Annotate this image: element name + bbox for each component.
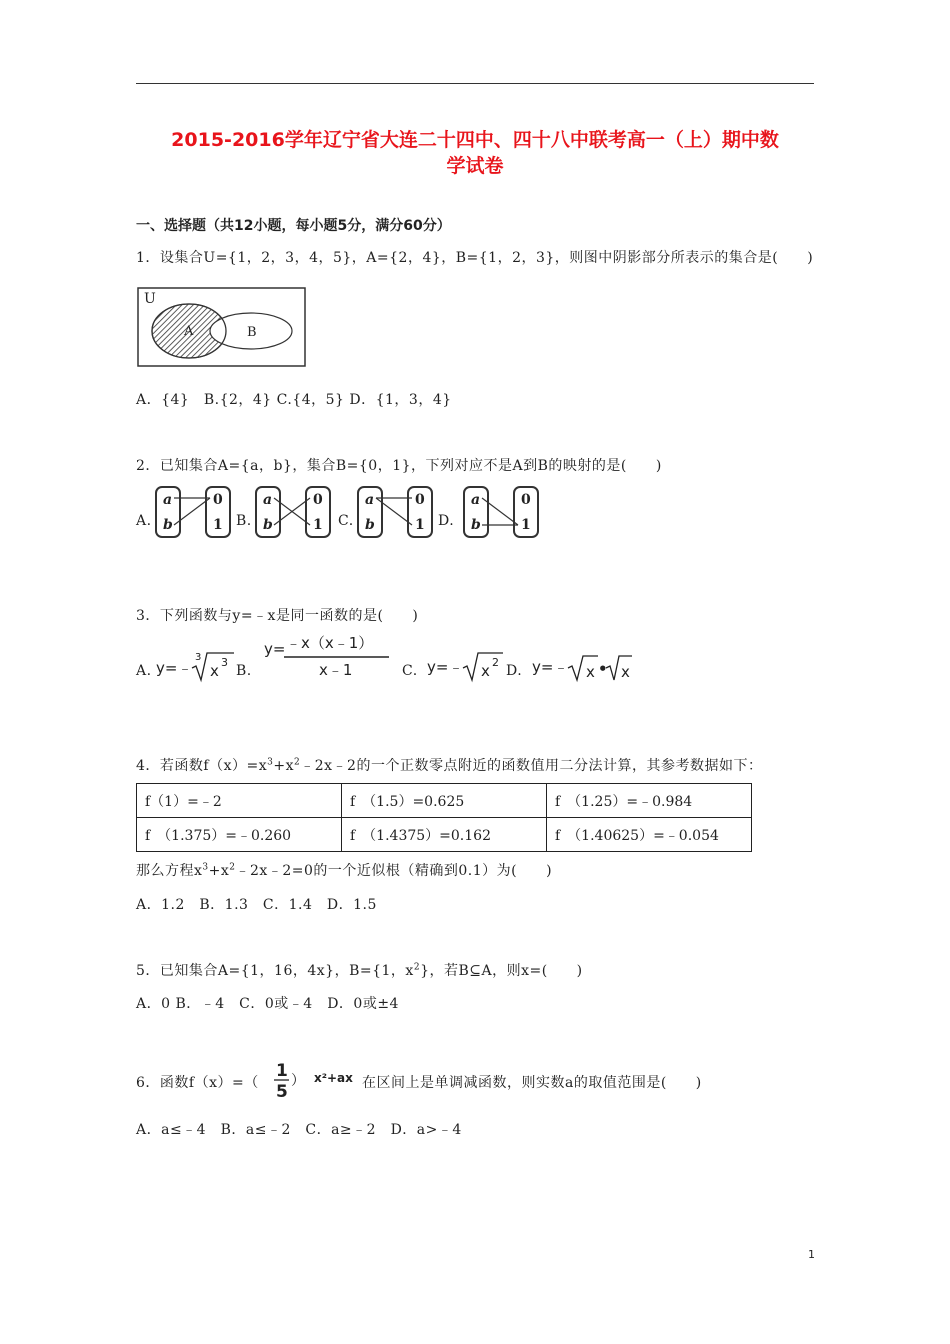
svg-text:0: 0 <box>213 492 223 508</box>
svg-text:0: 0 <box>313 492 323 508</box>
q3-option-b-label: B. <box>236 663 252 679</box>
svg-text:a: a <box>263 492 273 508</box>
universe-label: U <box>144 291 156 307</box>
svg-text:）: ） <box>291 1073 305 1089</box>
question-6-stem-suffix: 在区间上是单调减函数，则实数a的取值范围是( ) <box>362 1075 702 1091</box>
question-4-options: A．1.2 B．1.3 C．1.4 D．1.5 <box>136 897 377 913</box>
svg-text:1: 1 <box>276 1061 288 1081</box>
q2-option-d-label: D. <box>438 513 455 529</box>
q2-option-a-label: A. <box>136 513 152 529</box>
svg-text:﹣x（x﹣1）: ﹣x（x﹣1） <box>286 634 374 652</box>
q6-base-fraction <box>272 1055 364 1101</box>
svg-text:x: x <box>210 662 219 680</box>
table-cell: f （1.25）=﹣0.984 <box>547 784 752 818</box>
set-b-label: B <box>247 325 257 340</box>
svg-text:x﹣1: x﹣1 <box>319 661 353 679</box>
svg-text:1: 1 <box>521 517 531 533</box>
q3-option-c-label: C. <box>402 663 418 679</box>
mapping-diagram-c <box>356 485 438 540</box>
mapping-diagram-b <box>254 485 336 540</box>
svg-text:1: 1 <box>415 517 425 533</box>
svg-text:x: x <box>481 662 490 680</box>
mapping-diagram-a <box>154 485 236 540</box>
table-row <box>137 818 752 852</box>
table-cell: f （1.375）=﹣0.260 <box>137 818 342 852</box>
set-a-label: A <box>184 324 194 339</box>
svg-text:a: a <box>471 492 481 508</box>
q3-option-a-label: A. <box>136 663 152 679</box>
svg-text:a: a <box>365 492 375 508</box>
svg-text:3: 3 <box>195 652 202 663</box>
question-6-options: A．a≤﹣4 B．a≤﹣2 C．a≥﹣2 D．a>﹣4 <box>136 1122 462 1138</box>
svg-text:y=: y= <box>264 640 286 658</box>
q3-option-c-formula <box>425 648 505 684</box>
table-cell: f （1.5）=0.625 <box>342 784 547 818</box>
svg-text:y=﹣: y=﹣ <box>532 658 569 676</box>
table-cell: f （1.4375）=0.162 <box>342 818 547 852</box>
venn-diagram <box>137 287 307 368</box>
question-1-options: A．{4} B.{2，4} C.{4，5} D．{1，3，4} <box>136 392 452 408</box>
question-1-stem: 1．设集合U={1，2，3，4，5}，A={2，4}，B={1，2，3}，则图中阴影部分所表示的集合是( ) <box>136 250 814 266</box>
table-cell: f（1）=﹣2 <box>137 784 342 818</box>
question-6-stem-prefix: 6．函数f（x）=（ <box>136 1075 259 1091</box>
question-5-stem: 5．已知集合A={1，16，4x}，B={1，$x^2$}，若B⊆A，则x=( ) <box>136 962 583 979</box>
table-cell: f （1.40625）=﹣0.054 <box>547 818 752 852</box>
svg-text:y=﹣: y=﹣ <box>427 658 464 676</box>
question-4-followup: 那么方程$x^3+x^2﹣2x﹣2=0$的一个近似根（精确到0.1）为( ) <box>136 862 553 879</box>
svg-text:5: 5 <box>276 1082 288 1101</box>
svg-text:x: x <box>586 663 595 681</box>
svg-text:•: • <box>598 660 608 678</box>
mapping-diagram-d <box>462 485 544 540</box>
q2-option-c-label: C. <box>338 513 354 529</box>
q2-option-b-label: B. <box>236 513 252 529</box>
question-4-stem: 4．若函数$f(x)=x^3+x^2﹣2x﹣2$的一个正数零点附近的函数值用二分法计算，其参考数据如下： <box>136 757 763 774</box>
page-number: 1 <box>808 1248 815 1261</box>
svg-text:0: 0 <box>521 492 531 508</box>
svg-text:b: b <box>263 517 273 533</box>
q3-option-d-formula <box>530 648 634 684</box>
section-heading: 一、选择题（共12小题，每小题5分，满分60分） <box>136 218 451 234</box>
svg-text:1: 1 <box>313 517 323 533</box>
q3-option-b-formula <box>262 630 392 682</box>
question-5-options: A．0 B．﹣4 C．0或﹣4 D．0或±4 <box>136 996 399 1012</box>
q3-option-d-label: D. <box>506 663 523 679</box>
table-row <box>137 784 752 818</box>
svg-text:y=﹣: y=﹣ <box>156 659 193 677</box>
svg-text:x: x <box>621 663 630 681</box>
question-3-stem: 3．下列函数与y=﹣x是同一函数的是( ) <box>136 608 419 624</box>
svg-text:b: b <box>471 517 481 533</box>
svg-text:1: 1 <box>213 517 223 533</box>
svg-text:b: b <box>163 517 173 533</box>
page-title-line1: 2015-2016学年辽宁省大连二十四中、四十八中联考高一（上）期中数 <box>171 129 779 151</box>
svg-text:x²+ax: x²+ax <box>314 1071 353 1085</box>
svg-text:b: b <box>365 517 375 533</box>
header-rule <box>136 83 814 84</box>
reference-data-table <box>136 783 752 852</box>
q3-option-a-formula <box>154 648 236 684</box>
svg-text:2: 2 <box>492 656 499 669</box>
page-title-line2: 学试卷 <box>446 155 504 177</box>
svg-text:0: 0 <box>415 492 425 508</box>
svg-text:3: 3 <box>221 656 228 669</box>
question-2-stem: 2．已知集合A={a，b}，集合B={0，1}，下列对应不是A到B的映射的是( ) <box>136 458 662 474</box>
svg-text:a: a <box>163 492 173 508</box>
